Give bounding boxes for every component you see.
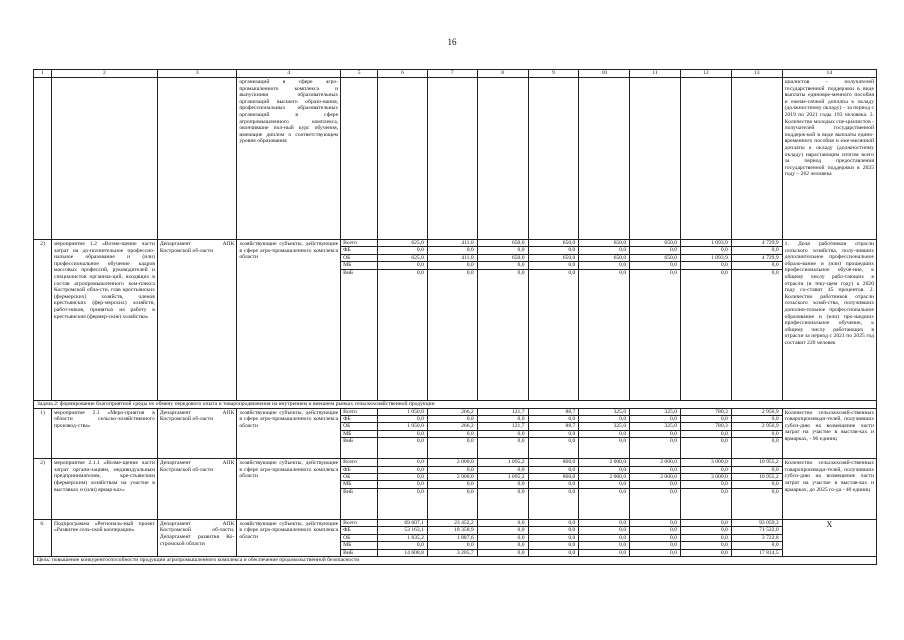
funding-value: 325,0 [579,408,630,415]
funding-source: ФБ [341,416,378,423]
funding-value: 0,0 [681,416,732,423]
measure-name: Подпрограмма «Региональ-ный проект «Развитие сель-ской кооперации» [52,519,158,556]
funding-value: 2 956,9 [731,408,782,415]
continuation-participants: организаций в сфере агро-промышленного комплекса и выпускники образовательных организаций высшего образо-вания, профессиональных образовательных организаций в сфере агропромышленного комплекса, окончившие пол-ный курс обучения, имеющие диплом о соответствующем уровне образования [237,78,341,240]
funding-value: 10 955,2 [731,459,782,466]
funding-value: 0,0 [731,262,782,269]
funding-value: 2 000,0 [579,459,630,466]
funding-value: 0,0 [579,527,630,534]
measure-result: 1. Доля работников отрасли сельского хозяйства, полу-чивших дополнительное профессиональное образо-вание и (или) прошедших профессиональное обуче-ние, к общему числу рабо-тающих в отрасли (в теку-щем году) к 2020 году со-ставит 45 процентов. 2. Количество работников отрасли сельского хозяй-ства, получивших дополни-тельное профессиональное образование и (или) про-шедших профессиональное обучение, к общему числу работающих в отрасли за период с 2021 по 2025 год составит 220 человек [782,240,876,401]
goal-text-row [34,556,877,564]
funding-value: 2 000,0 [427,474,477,481]
measure-executor: Департамент АПК Костромской об-ласти [157,459,236,520]
funding-value: 0,0 [378,269,428,400]
measure-participants: хозяйствующие субъекты, действующие в сфере агро-промышленного комплекса области [237,459,341,520]
funding-source: ВнБ [341,438,378,459]
funding-value: 0,0 [477,519,528,526]
measure-name: мероприятие 1.2 «Возме-щение части затрат на до-полнительное профессио-нальное образование и (или) профессиональное обучение кадров массовых профессий, руководителей и специалистов организа-ций, входящих в состав агропромышленного ком-плекса Костромской обла-сти, глав крестьянских (фермерских) хозяйств, членов крестьянских (фер-мерских) хозяйств, работ-ников, принятых на работу в крестьянские (фермер-ские) хозяйства» [52,240,158,401]
funding-value: 0,0 [378,481,428,488]
funding-value: 0,0 [528,481,579,488]
funding-value: 0,0 [477,488,528,519]
continuation-row [34,78,877,240]
funding-value: 0,0 [528,534,579,541]
funding-value: 0,0 [477,262,528,269]
funding-source: ФБ [341,247,378,254]
funding-value: 0,0 [477,466,528,473]
funding-value: 0,0 [681,466,732,473]
funding-value: 0,0 [477,438,528,459]
column-header: 4 [237,70,341,78]
funding-value: 0,0 [579,534,630,541]
funding-value: 0,0 [378,474,428,481]
funding-value: 23 452,2 [427,519,477,526]
measure-executor: Департамент АПК Костромской об-ласти [157,240,236,401]
funding-value: 10 955,2 [731,474,782,481]
goal-text: Цель: повышение конкурентоспособности продукции агропромышленного комплекса и обеспечение продовольственной безопасности [34,556,877,564]
funding-value: 325,0 [630,408,681,415]
funding-value: 1 093,9 [681,254,732,261]
measure-number: 1) [34,408,52,459]
funding-value: 0,0 [731,430,782,437]
measure-number: 2) [34,240,52,401]
funding-value: 53 163,1 [378,527,428,534]
funding-source: ВнБ [341,488,378,519]
funding-value: 1 095,2 [477,474,528,481]
table-row [34,240,877,247]
funding-value: 71 522,0 [731,527,782,534]
funding-value: 625,0 [378,254,428,261]
funding-value: 0,0 [630,481,681,488]
funding-value: 0,0 [528,247,579,254]
measure-number: 6. [34,519,52,556]
funding-value: 18 358,9 [427,527,477,534]
funding-value: 780,3 [681,423,732,430]
funding-value: 0,0 [579,481,630,488]
funding-source: МБ [341,481,378,488]
table-row [34,459,877,466]
funding-value: 0,0 [528,527,579,534]
funding-value: 325,0 [579,423,630,430]
funding-value: 0,0 [630,269,681,400]
funding-value: 0,0 [378,438,428,459]
funding-value: 0,0 [579,430,630,437]
funding-source: ОБ [341,254,378,261]
funding-value: 0,0 [731,488,782,519]
funding-value: 0,0 [427,430,477,437]
funding-value: 0,0 [427,542,477,549]
funding-value: 266,2 [427,408,477,415]
task-2-heading-row [34,400,877,408]
funding-value: 0,0 [681,542,732,549]
column-header: 12 [681,70,732,78]
funding-value: 0,0 [630,519,681,526]
measure-result: X [782,519,876,556]
funding-value: 3 205,7 [427,549,477,556]
funding-value: 0,0 [579,247,630,254]
measure-executor: Департамент АПК Костромской об-ласти [157,408,236,459]
funding-value: 860,0 [528,474,579,481]
funding-value: 0,0 [427,438,477,459]
funding-value: 121,7 [477,408,528,415]
funding-value: 1 050,0 [378,408,428,415]
column-header: 11 [630,70,681,78]
funding-value: 0,0 [630,466,681,473]
funding-value: 0,0 [681,527,732,534]
program-table [33,69,877,565]
funding-value: 3 000,0 [681,474,732,481]
funding-value: 0,0 [681,438,732,459]
funding-value: 0,0 [731,481,782,488]
funding-value: 0,0 [427,269,477,400]
column-header: 5 [341,70,378,78]
funding-value: 0,0 [427,416,477,423]
funding-source: ОБ [341,423,378,430]
funding-value: 0,0 [731,542,782,549]
funding-value: 0,0 [477,542,528,549]
funding-value: 0,0 [378,542,428,549]
funding-value: 0,0 [579,549,630,556]
measure-executor: Департамент АПК Костромской об-ласти, Департамент развития Ко-стромской области [157,519,236,556]
funding-source: МБ [341,262,378,269]
funding-value: 650,0 [579,240,630,247]
funding-source: ВнБ [341,549,378,556]
funding-value: 0,0 [630,438,681,459]
funding-value: 0,0 [630,488,681,519]
funding-value: 650,0 [630,240,681,247]
measure-participants: хозяйствующие субъекты, действующие в сфере агро-промышленного комплекса области [237,240,341,401]
funding-value: 650,0 [630,254,681,261]
funding-value: 0,0 [731,416,782,423]
funding-value: 1 050,0 [378,423,428,430]
funding-value: 266,2 [427,423,477,430]
funding-value: 14 608,8 [378,549,428,556]
funding-value: 1 093,9 [681,240,732,247]
column-header: 3 [157,70,236,78]
funding-value: 0,0 [477,416,528,423]
funding-value: 0,0 [528,549,579,556]
funding-value: 0,0 [528,542,579,549]
funding-value: 650,0 [477,240,528,247]
funding-value: 0,0 [579,542,630,549]
funding-value: 0,0 [681,488,732,519]
column-header: 6 [378,70,428,78]
funding-value: 0,0 [528,430,579,437]
funding-value: 0,0 [681,549,732,556]
funding-value: 0,0 [579,519,630,526]
funding-value: 0,0 [427,262,477,269]
column-header: 7 [427,70,477,78]
funding-value: 1 835,2 [378,534,428,541]
column-header: 9 [528,70,579,78]
funding-value: 0,0 [378,459,428,466]
funding-value: 0,0 [731,247,782,254]
funding-value: 650,0 [579,254,630,261]
funding-value: 2 000,0 [427,459,477,466]
funding-value: 93 059,3 [731,519,782,526]
column-header: 8 [477,70,528,78]
funding-value: 0,0 [477,481,528,488]
funding-value: 0,0 [630,430,681,437]
funding-value: 0,0 [681,269,732,400]
funding-value: 2 956,9 [731,423,782,430]
funding-source: Всего [341,408,378,415]
funding-source: МБ [341,430,378,437]
funding-source: ФБ [341,466,378,473]
funding-value: 2 000,0 [579,474,630,481]
measure-name: мероприятие 2.1 «Меро-приятия в области сельско-хозяйственного производ-ства» [52,408,158,459]
funding-value: 650,0 [477,254,528,261]
column-header: 13 [731,70,782,78]
column-header: 10 [579,70,630,78]
table-row [34,519,877,526]
funding-value: 0,0 [528,438,579,459]
funding-value: 0,0 [681,430,732,437]
continuation-result: циалистов - получателей государственной поддержки в виде выплаты единовре-менного пособия и ежеме-сячной доплаты к окладу (должностному окладу) – за период с 2019 по 2021 годы 193 человека. 3. Количество молодых спе-циалистов - получателей государственной поддерж-кой в виде выплаты едино-временного пособия и еже-месячной доплаты к окладу (должностному окладу) нарастающим итогом всего за период предоставления государственной поддержки в 2025 году – 262 человека [782,78,876,240]
column-header: 2 [52,70,158,78]
funding-value: 0,0 [579,466,630,473]
funding-source: Всего [341,459,378,466]
funding-value: 0,0 [427,488,477,519]
funding-value: 0,0 [427,247,477,254]
funding-value: 4 729,9 [731,254,782,261]
funding-value: 0,0 [528,488,579,519]
funding-value: 69 607,1 [378,519,428,526]
funding-value: 0,0 [681,262,732,269]
funding-value: 0,0 [630,527,681,534]
task-2-heading: Задача 2: формирование благоприятной среды по обмену передового опыта и товаропродвижения на внутреннем и внешнем рынках сельскохозяйственной продукции [34,400,877,408]
measure-name: мероприятие 2.1.1 «Возме-щение части затрат органи-зациям, индивидуальным предпринимателям, кре-стьянским (фермерским) хозяйствам на участие в выставках и (или) ярмар-ках» [52,459,158,520]
funding-value: 2 000,0 [630,459,681,466]
measure-result: Количество сельскохозяй-ственных товаропроизводи-телей, получивших субси-дию на возмещение части затрат на участие в выстав-ках и ярмарках, до 2025 го-да - 40 единиц [782,459,876,520]
funding-value: 0,0 [378,416,428,423]
funding-value: 0,0 [681,247,732,254]
funding-value: 0,0 [731,438,782,459]
funding-value: 0,0 [378,430,428,437]
funding-value: 0,0 [427,466,477,473]
funding-value: 0,0 [477,247,528,254]
funding-value: 0,0 [579,416,630,423]
funding-value: 650,0 [528,240,579,247]
funding-value: 0,0 [630,416,681,423]
funding-value: 0,0 [630,262,681,269]
funding-value: 0,0 [630,549,681,556]
funding-value: 0,0 [630,534,681,541]
measure-result: Количество сельскохозяй-ственных товаропроизводи-телей, получивших субси-дию на возмещение части затрат на участие в выстав-ках и ярмарках, - 96 единиц [782,408,876,459]
funding-value: 650,0 [528,254,579,261]
header-row [34,70,877,78]
funding-value: 0,0 [528,262,579,269]
funding-source: МБ [341,542,378,549]
column-header: 14 [782,70,876,78]
funding-value: 0,0 [630,247,681,254]
funding-value: 88,7 [528,423,579,430]
funding-value: 2 000,0 [630,474,681,481]
funding-value: 411,0 [427,254,477,261]
funding-value: 4 729,9 [731,240,782,247]
funding-source: ВнБ [341,269,378,400]
funding-value: 780,3 [681,408,732,415]
funding-value: 0,0 [378,488,428,519]
funding-value: 0,0 [477,269,528,400]
funding-value: 0,0 [477,430,528,437]
funding-value: 0,0 [681,481,732,488]
funding-source: Всего [341,519,378,526]
funding-value: 325,0 [630,423,681,430]
funding-source: ОБ [341,474,378,481]
funding-value: 0,0 [681,519,732,526]
funding-source: ОБ [341,534,378,541]
funding-value: 0,0 [378,466,428,473]
funding-value: 1 095,2 [477,459,528,466]
measure-participants: хозяйствующие субъекты, действующие в сфере агро-промышленного комплекса области [237,519,341,556]
funding-value: 625,0 [378,240,428,247]
funding-value: 860,0 [528,459,579,466]
funding-value: 0,0 [427,481,477,488]
funding-value: 0,0 [378,262,428,269]
column-header: 1 [34,70,52,78]
funding-value: 0,0 [528,466,579,473]
table-row [34,408,877,415]
funding-source: Всего [341,240,378,247]
funding-value: 0,0 [630,542,681,549]
funding-value: 0,0 [477,527,528,534]
funding-value: 0,0 [579,269,630,400]
measure-participants: хозяйствующие субъекты, действующие в сфере агро-промышленного комплекса области [237,408,341,459]
funding-value: 3 722,8 [731,534,782,541]
funding-value: 3 000,0 [681,459,732,466]
funding-value: 0,0 [579,262,630,269]
funding-value: 0,0 [528,519,579,526]
funding-value: 0,0 [378,247,428,254]
funding-value: 0,0 [731,269,782,400]
funding-value: 0,0 [528,269,579,400]
funding-value: 0,0 [477,534,528,541]
funding-value: 17 814,5 [731,549,782,556]
funding-value: 411,0 [427,240,477,247]
page-number: 16 [447,37,457,47]
funding-value: 88,7 [528,408,579,415]
funding-value: 0,0 [528,416,579,423]
measure-number: 2) [34,459,52,520]
funding-value: 121,7 [477,423,528,430]
funding-value: 0,0 [579,438,630,459]
funding-value: 0,0 [477,549,528,556]
funding-value: 0,0 [579,488,630,519]
funding-value: 0,0 [731,466,782,473]
funding-value: 1 887,6 [427,534,477,541]
funding-source: ФБ [341,527,378,534]
funding-value: 0,0 [681,534,732,541]
